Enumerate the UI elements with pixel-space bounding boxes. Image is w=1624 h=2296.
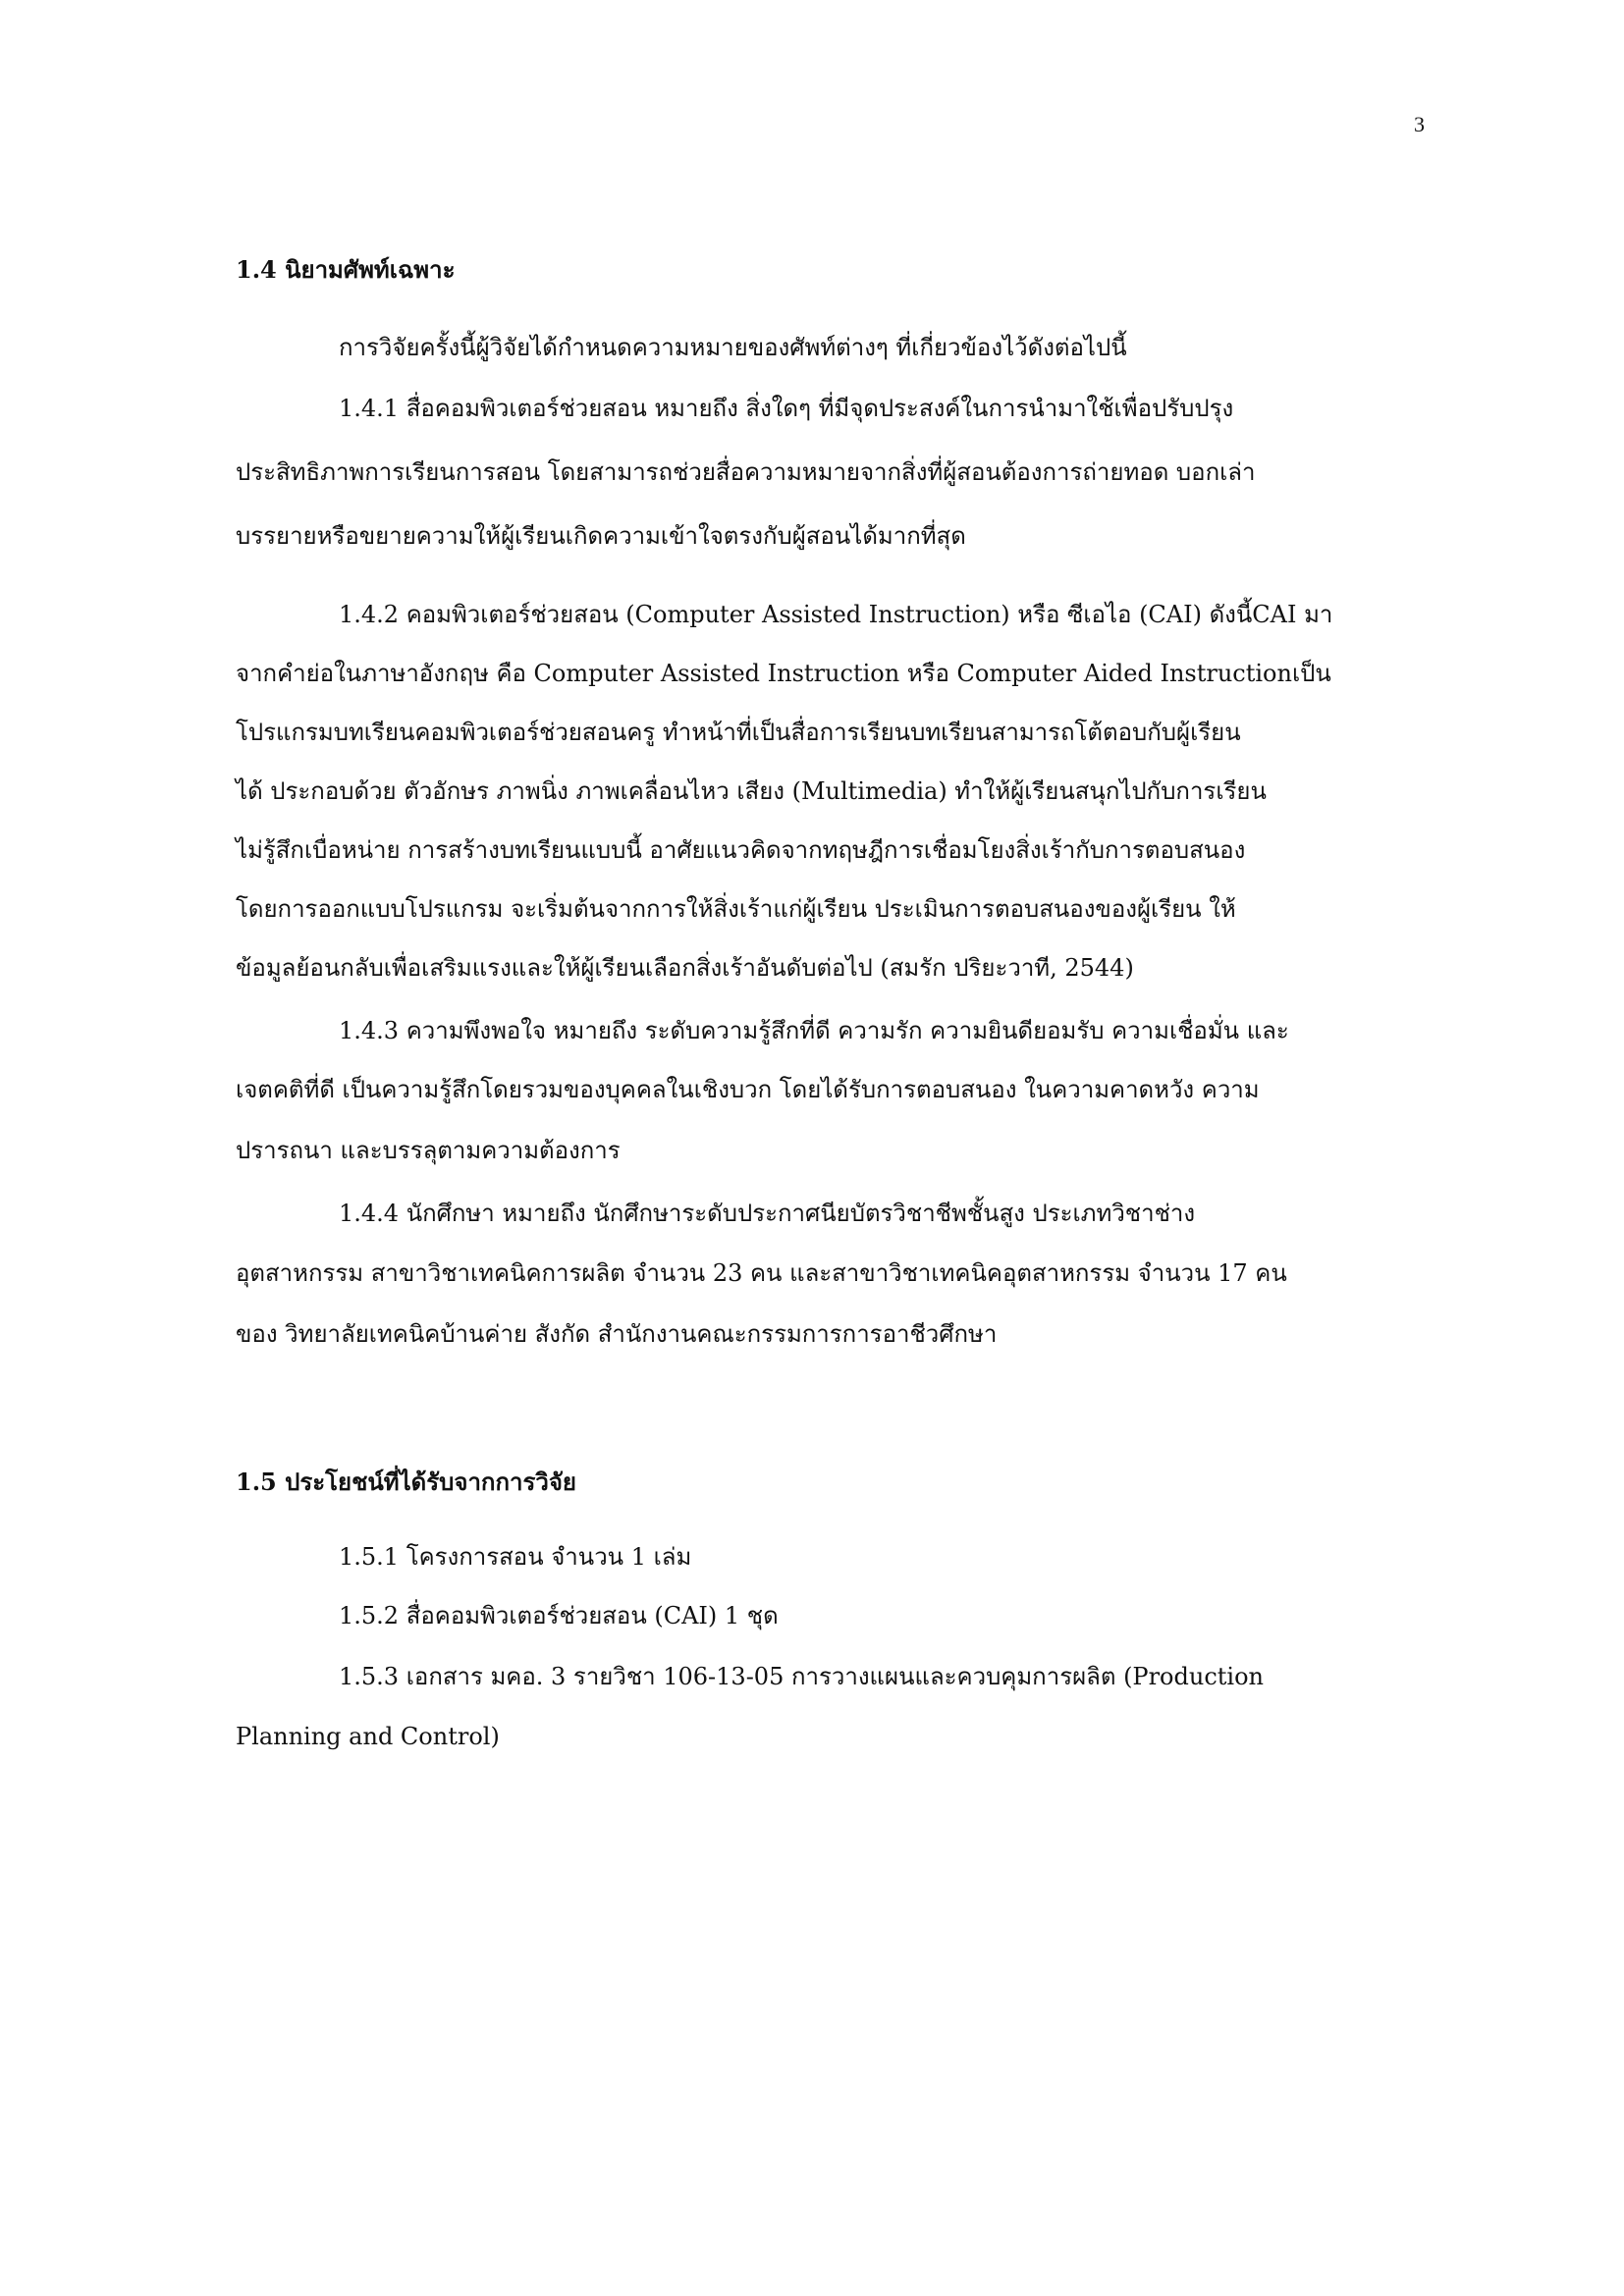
- page-number: 3: [1414, 112, 1425, 136]
- text-line: โดยการออกแบบโปรแกรม จะเริ่มต้นจากการให้สิ่งเร้าแก่ผู้เรียน ประเมินการตอบสนองของผู้เรียน ให้: [236, 895, 1236, 923]
- text-line: 1.4.2 คอมพิวเตอร์ช่วยสอน (Computer Assisted Instruction) หรือ ซีเอไอ (CAI) ดังนี้CAI มา: [339, 601, 1333, 628]
- text-line: 1.4.3 ความพึงพอใจ หมายถึง ระดับความรู้สึกที่ดี ความรัก ความยินดียอมรับ ความเชื่อมั่น และ: [339, 1017, 1289, 1044]
- text-line: 1.5.3 เอกสาร มคอ. 3 รายวิชา 106-13-05 การวางแผนและควบคุมการผลิต (Production: [339, 1663, 1264, 1690]
- text-line: ประสิทธิภาพการเรียนการสอน โดยสามารถช่วยสื่อความหมายจากสิ่งที่ผู้สอนต้องการถ่ายทอด บอกเล่า: [236, 458, 1256, 486]
- text-line: เจตคติที่ดี เป็นความรู้สึกโดยรวมของบุคคลในเชิงบวก โดยได้รับการตอบสนอง ในความคาดหวัง ความ: [236, 1076, 1260, 1103]
- intro-paragraph: การวิจัยครั้งนี้ผู้วิจัยได้กำหนดความหมายของศัพท์ต่างๆ ที่เกี่ยวข้องไว้ดังต่อไปนี้: [339, 334, 1127, 361]
- section-heading-1-4: 1.4 นิยามศัพท์เฉพาะ: [236, 255, 456, 284]
- text-line: ได้ ประกอบด้วย ตัวอักษร ภาพนิ่ง ภาพเคลื่อนไหว เสียง (Multimedia) ทำให้ผู้เรียนสนุกไปกับการเรียน: [236, 777, 1267, 805]
- text-line: ข้อมูลย้อนกลับเพื่อเสริมแรงและให้ผู้เรียนเลือกสิ่งเร้าอันดับต่อไป (สมรัก ปริยะวาที, 2544): [236, 954, 1134, 982]
- benefit-1-5-2: 1.5.2 สื่อคอมพิวเตอร์ช่วยสอน (CAI) 1 ชุด: [339, 1602, 779, 1629]
- text-line: Planning and Control): [236, 1723, 500, 1750]
- section-heading-1-5: 1.5 ประโยชน์ที่ได้รับจากการวิจัย: [236, 1468, 576, 1496]
- text-line: ปรารถนา และบรรลุตามความต้องการ: [236, 1137, 621, 1164]
- text-line: 1.4.4 นักศึกษา หมายถึง นักศึกษาระดับประกาศนียบัตรวิชาชีพชั้นสูง ประเภทวิชาช่าง: [339, 1200, 1196, 1227]
- text-line: จากคำย่อในภาษาอังกฤษ คือ Computer Assisted Instruction หรือ Computer Aided Instructionเป็น: [236, 660, 1331, 687]
- text-line: บรรยายหรือขยายความให้ผู้เรียนเกิดความเข้าใจตรงกับผู้สอนได้มากที่สุด: [236, 522, 966, 550]
- text-line: อุตสาหกรรม สาขาวิชาเทคนิคการผลิต จำนวน 23 คน และสาขาวิชาเทคนิคอุตสาหกรรม จำนวน 17 คน: [236, 1259, 1287, 1287]
- text-line: โปรแกรมบทเรียนคอมพิวเตอร์ช่วยสอนครู ทำหน้าที่เป็นสื่อการเรียนบทเรียนสามารถโต้ตอบกับผู้เรียน: [236, 719, 1241, 746]
- text-line: ไม่รู้สึกเบื่อหน่าย การสร้างบทเรียนแบบนี้ อาศัยแนวคิดจากทฤษฎีการเชื่อมโยงสิ่งเร้ากับการตอบสนอง: [236, 836, 1246, 864]
- benefit-1-5-1: 1.5.1 โครงการสอน จำนวน 1 เล่ม: [339, 1543, 692, 1571]
- text-line: ของ วิทยาลัยเทคนิคบ้านค่าย สังกัด สำนักงานคณะกรรมการการอาชีวศึกษา: [236, 1320, 998, 1348]
- text-line: 1.4.1 สื่อคอมพิวเตอร์ช่วยสอน หมายถึง สิ่งใดๆ ที่มีจุดประสงค์ในการนำมาใช้เพื่อปรับปรุง: [339, 395, 1234, 422]
